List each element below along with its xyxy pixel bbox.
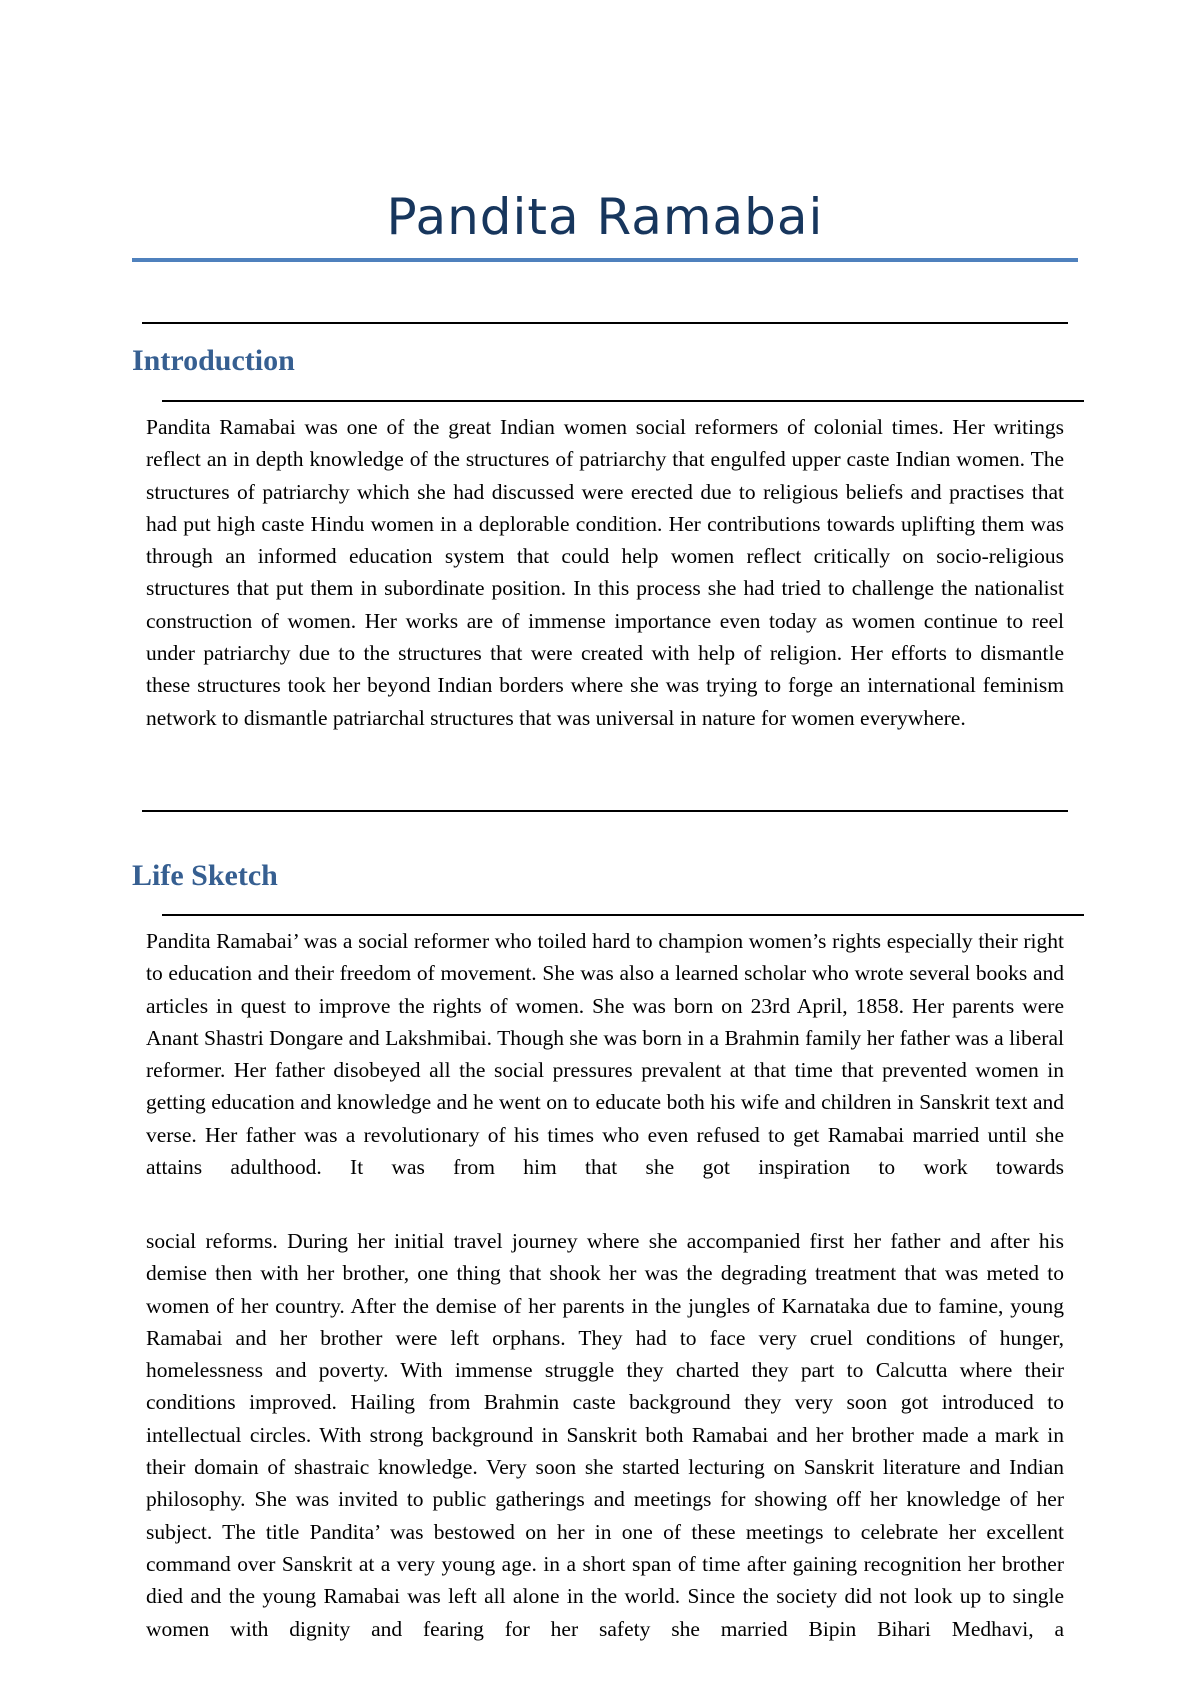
intro-paragraph: Pandita Ramabai was one of the great Indian women social reformers of colonial times. Her writings reflect an in depth knowledge of the structures of patriarchy that engulfed upper caste Indian women. The structures of patriarchy which she had discussed were erected due to religious beliefs and practises that had put high caste Hindu women in a deplorable condition. Her contributions towards uplifting them was through an informed education system that could help women reflect critically on socio-religious structures that put them in subordinate position. In this process she had tried to challenge the nationalist construction of women. Her works are of immense importance even today as women continue to reel under patriarchy due to the structures that were created with help of religion. Her efforts to dismantle these structures took her beyond Indian borders where she was trying to forge an international feminism network to dismantle patriarchal structures that was universal in nature for women everywhere. xyxy=(146,415,1064,730)
life-sketch-paragraph-2: social reforms. During her initial travel journey where she accompanied first her father and after his demise then with her brother, one thing that shook her was the degrading treatment that was meted to women of her country. After the demise of her parents in the jungles of Karnataka due to famine, young Ramabai and her brother were left orphans. They had to face very cruel conditions of hunger, homelessness and poverty. With immense struggle they charted they part to Calcutta where their conditions improved. Hailing from Brahmin caste background they very soon got introduced to intellectual circles. With strong background in Sanskrit both Ramabai and her brother made a mark in their domain of shastraic knowledge. Very soon she started lecturing on Sanskrit literature and Indian philosophy. She was invited to public gatherings and meetings for showing off her knowledge of her subject. The title Pandita’ was bestowed on her in one of these meetings to celebrate her excellent command over Sanskrit at a very young age. in a short span of time after gaining recognition her brother died and the young Ramabai was left all alone in the world. Since the society did not look up to single women with dignity and fearing for her safety she married Bipin Bihari Medhavi, a xyxy=(146,1229,1064,1641)
intro-heading-rule xyxy=(162,400,1084,402)
intro-bottom-rule xyxy=(142,810,1068,812)
document-title: Pandita Ramabai xyxy=(386,188,824,246)
life-sketch-heading-rule xyxy=(162,914,1084,916)
title-underline xyxy=(132,258,1078,262)
intro-top-rule xyxy=(142,322,1068,324)
section-heading-life-sketch: Life Sketch xyxy=(132,859,278,892)
life-sketch-paragraph-1: Pandita Ramabai’ was a social reformer who toiled hard to champion women’s rights especially their right to education and their freedom of movement. She was also a learned scholar who wrote several books and articles in quest to improve the rights of women. She was born on 23rd April, 1858. Her parents were Anant Shastri Dongare and Lakshmibai. Though she was born in a Brahmin family her father was a liberal reformer. Her father disobeyed all the social pressures prevalent at that time that prevented women in getting education and knowledge and he went on to educate both his wife and children in Sanskrit text and verse. Her father was a revolutionary of his times who even refused to get Ramabai married until she attains adulthood. It was from him that she got inspiration to work towards xyxy=(146,929,1064,1180)
section-heading-introduction: Introduction xyxy=(132,344,295,377)
